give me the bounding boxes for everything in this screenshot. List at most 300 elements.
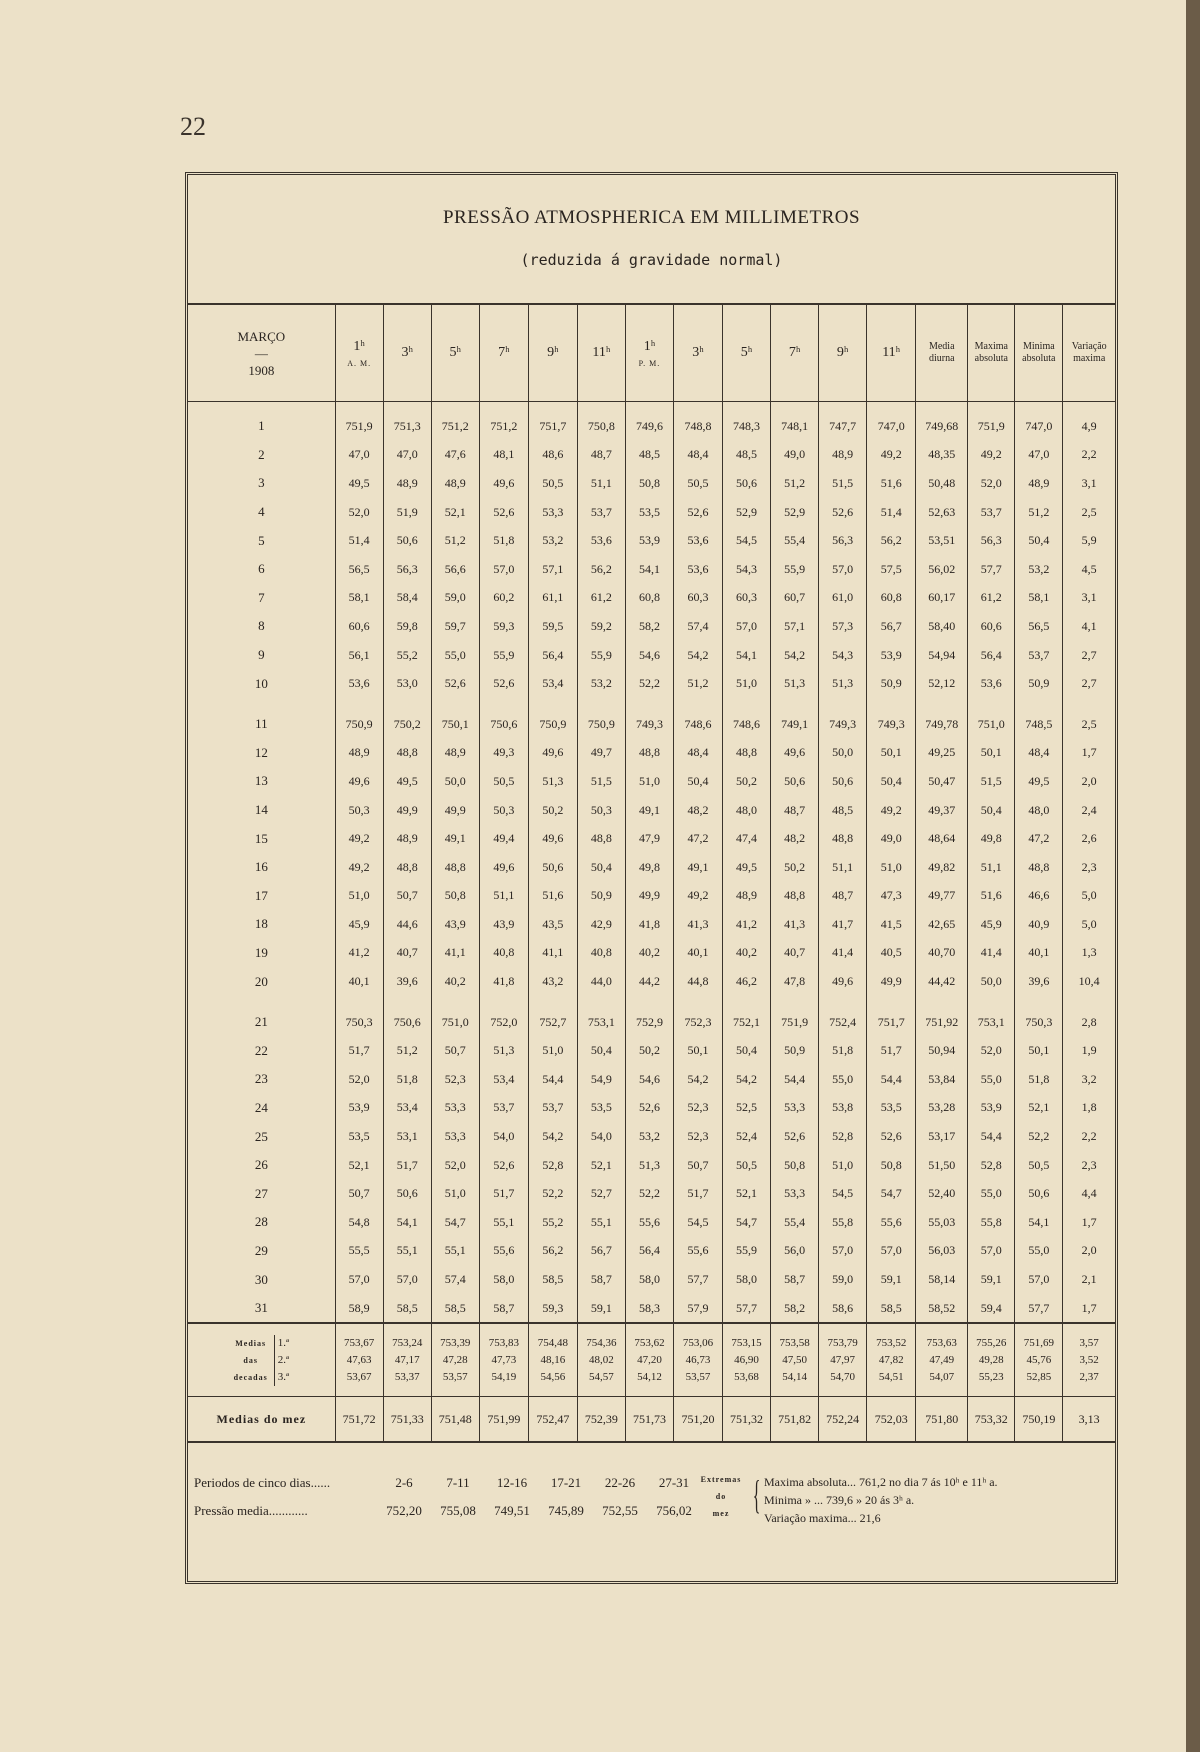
decade-means-label <box>188 1323 335 1397</box>
value-cell: 51,0 <box>528 1036 577 1065</box>
period-cell: 2-6 <box>395 1475 413 1490</box>
value-cell: 55,03 <box>916 1208 968 1237</box>
value-cell: 53,7 <box>528 1094 577 1123</box>
day-cell: 22 <box>254 1042 268 1058</box>
value-cell: 60,6 <box>335 612 383 641</box>
extremes-label: Extremas do mez <box>700 1475 742 1518</box>
value-cell: 51,6 <box>968 882 1015 911</box>
value-cell: 57,7 <box>968 555 1015 584</box>
value-cell: 59,1 <box>968 1265 1015 1294</box>
value-cell: 50,94 <box>916 1036 968 1065</box>
month-mean-cell: 752,24 <box>819 1397 867 1443</box>
value-cell: 48,5 <box>819 796 867 825</box>
value-cell: 41,4 <box>819 939 867 968</box>
pm-label: P. M. <box>638 358 661 368</box>
value-cell: 51,3 <box>528 767 577 796</box>
value-cell: 52,2 <box>625 669 673 698</box>
table-row <box>188 1294 1115 1324</box>
month-header <box>188 304 335 402</box>
value-cell: 48,8 <box>819 824 867 853</box>
table-row <box>188 669 1115 698</box>
day-cell: 11 <box>255 716 268 732</box>
value-cell: 749,68 <box>916 412 968 441</box>
value-cell: 5,0 <box>1063 882 1115 911</box>
spacer-cell <box>528 698 577 710</box>
spacer-cell <box>1015 402 1063 413</box>
value-cell: 751,0 <box>968 710 1015 739</box>
day-cell: 2 <box>258 446 265 462</box>
value-cell: 58,2 <box>625 612 673 641</box>
brace-icon: { <box>752 1472 761 1517</box>
value-cell: 59,7 <box>431 612 479 641</box>
hour-header: 1ʰ A. M. <box>335 304 383 402</box>
table-row <box>188 882 1115 911</box>
decade-mean-value: 47,17 <box>394 1353 420 1366</box>
decade-mean-value: 753,06 <box>682 1336 714 1349</box>
value-cell: 52,6 <box>479 1151 528 1180</box>
month-mean-cell: 751,82 <box>771 1397 819 1443</box>
value-cell: 53,4 <box>479 1065 528 1094</box>
spacer-cell <box>723 402 771 413</box>
value-cell: 750,3 <box>1015 1008 1063 1037</box>
value-cell: 750,9 <box>528 710 577 739</box>
value-cell: 51,3 <box>479 1036 528 1065</box>
value-cell: 52,40 <box>916 1179 968 1208</box>
value-cell: 48,4 <box>673 739 722 768</box>
decade-mean-value: 754,36 <box>586 1336 617 1349</box>
value-cell: 41,1 <box>431 939 479 968</box>
value-cell: 752,4 <box>819 1008 867 1037</box>
decade-mean-value: 48,02 <box>589 1353 614 1366</box>
hour-header: 3ʰ <box>383 304 431 402</box>
value-cell: 49,2 <box>335 853 383 882</box>
day-cell: 6 <box>258 561 265 577</box>
value-cell: 52,3 <box>673 1094 722 1123</box>
value-cell: 50,9 <box>1015 669 1063 698</box>
value-cell: 44,0 <box>577 967 625 996</box>
value-cell: 2,5 <box>1063 498 1115 527</box>
value-cell: 51,0 <box>335 882 383 911</box>
value-cell: 50,8 <box>867 1151 916 1180</box>
spacer-cell <box>383 698 431 710</box>
value-cell: 49,1 <box>625 796 673 825</box>
value-cell: 49,9 <box>431 796 479 825</box>
value-cell: 55,1 <box>479 1208 528 1237</box>
table-row <box>188 939 1115 968</box>
month-label: MARÇO <box>237 328 286 344</box>
value-cell: 43,2 <box>528 967 577 996</box>
value-cell: 1,3 <box>1063 939 1115 968</box>
table-row <box>188 526 1115 555</box>
value-cell: 49,8 <box>968 824 1015 853</box>
value-cell: 60,8 <box>625 584 673 613</box>
decade-mean-value: 53,37 <box>394 1370 420 1383</box>
value-cell: 59,2 <box>577 612 625 641</box>
value-cell: 5,0 <box>1063 910 1115 939</box>
value-cell: 61,2 <box>968 584 1015 613</box>
value-cell: 751,9 <box>771 1008 819 1037</box>
value-cell: 41,4 <box>968 939 1015 968</box>
pressure-table <box>188 303 1115 1443</box>
value-cell: 40,9 <box>1015 910 1063 939</box>
day-cell: 19 <box>254 944 268 960</box>
table-row <box>188 498 1115 527</box>
spacer-row <box>188 698 1115 710</box>
hour-header: 1ʰ P. M. <box>625 304 673 402</box>
value-cell: 748,3 <box>723 412 771 441</box>
am-label: A. M. <box>347 358 372 368</box>
pressure-row <box>194 1503 692 1519</box>
value-cell: 52,1 <box>431 498 479 527</box>
value-cell: 61,0 <box>819 584 867 613</box>
decade-mean-cell <box>335 1323 383 1397</box>
value-cell: 1,7 <box>1063 739 1115 768</box>
value-cell: 56,5 <box>1015 612 1063 641</box>
decade-mean-cell <box>577 1323 625 1397</box>
value-cell: 51,1 <box>577 469 625 498</box>
value-cell: 54,1 <box>1015 1208 1063 1237</box>
table-body <box>188 402 1115 1443</box>
month-mean-cell: 750,19 <box>1015 1397 1063 1443</box>
value-cell: 47,4 <box>723 824 771 853</box>
value-cell: 58,14 <box>916 1265 968 1294</box>
spacer-cell <box>916 698 968 710</box>
value-cell: 55,0 <box>819 1065 867 1094</box>
value-cell: 40,1 <box>673 939 722 968</box>
value-cell: 58,0 <box>625 1265 673 1294</box>
value-cell: 55,1 <box>431 1237 479 1266</box>
value-cell: 51,3 <box>819 669 867 698</box>
value-cell: 46,6 <box>1015 882 1063 911</box>
value-cell: 53,7 <box>479 1094 528 1123</box>
spacer-cell <box>916 402 968 413</box>
value-cell: 55,9 <box>771 555 819 584</box>
value-cell: 51,0 <box>723 669 771 698</box>
table-row <box>188 412 1115 441</box>
spacer-cell <box>819 996 867 1008</box>
value-cell: 58,1 <box>335 584 383 613</box>
header-row <box>188 304 1115 402</box>
value-cell: 748,6 <box>673 710 722 739</box>
value-cell: 58,0 <box>479 1265 528 1294</box>
month-mean-cell: 3,13 <box>1063 1397 1115 1443</box>
value-cell: 50,4 <box>723 1036 771 1065</box>
decade-mean-value: 54,12 <box>637 1370 662 1383</box>
decade-mean-cell <box>528 1323 577 1397</box>
decade-mean-value: 753,63 <box>926 1336 957 1349</box>
value-cell: 50,9 <box>771 1036 819 1065</box>
value-cell: 50,1 <box>968 739 1015 768</box>
value-cell: 2,2 <box>1063 441 1115 470</box>
value-cell: 4,4 <box>1063 1179 1115 1208</box>
value-cell: 48,8 <box>1015 853 1063 882</box>
value-cell: 48,8 <box>383 853 431 882</box>
spacer-cell <box>968 996 1015 1008</box>
value-cell: 52,8 <box>968 1151 1015 1180</box>
value-cell: 55,0 <box>968 1065 1015 1094</box>
value-cell: 58,5 <box>528 1265 577 1294</box>
value-cell: 47,2 <box>1015 824 1063 853</box>
value-cell: 56,1 <box>335 641 383 670</box>
table-row <box>188 1179 1115 1208</box>
value-cell: 52,0 <box>335 498 383 527</box>
value-cell: 52,6 <box>479 669 528 698</box>
value-cell: 54,1 <box>383 1208 431 1237</box>
value-cell: 49,77 <box>916 882 968 911</box>
value-cell: 51,1 <box>479 882 528 911</box>
value-cell: 54,4 <box>867 1065 916 1094</box>
value-cell: 748,6 <box>723 710 771 739</box>
value-cell: 50,7 <box>335 1179 383 1208</box>
media-header: Media diurna <box>916 304 968 402</box>
spacer-cell <box>723 996 771 1008</box>
value-cell: 54,1 <box>625 555 673 584</box>
value-cell: 53,3 <box>771 1094 819 1123</box>
spacer-cell <box>673 698 722 710</box>
value-cell: 48,64 <box>916 824 968 853</box>
month-mean-cell: 752,39 <box>577 1397 625 1443</box>
day-cell: 4 <box>258 504 265 520</box>
value-cell: 54,2 <box>528 1122 577 1151</box>
value-cell: 59,3 <box>479 612 528 641</box>
value-cell: 53,7 <box>1015 641 1063 670</box>
value-cell: 40,1 <box>335 967 383 996</box>
value-cell: 42,65 <box>916 910 968 939</box>
value-cell: 44,2 <box>625 967 673 996</box>
decade-mean-value: 47,73 <box>491 1353 517 1366</box>
value-cell: 57,9 <box>673 1294 722 1324</box>
value-cell: 58,9 <box>335 1294 383 1324</box>
decade-mean-cell <box>771 1323 819 1397</box>
value-cell: 747,7 <box>819 412 867 441</box>
value-cell: 53,3 <box>431 1094 479 1123</box>
value-cell: 52,2 <box>528 1179 577 1208</box>
value-cell: 52,4 <box>723 1122 771 1151</box>
value-cell: 57,0 <box>819 1237 867 1266</box>
value-cell: 51,0 <box>819 1151 867 1180</box>
value-cell: 5,9 <box>1063 526 1115 555</box>
value-cell: 58,5 <box>867 1294 916 1324</box>
value-cell: 55,5 <box>335 1237 383 1266</box>
value-cell: 48,2 <box>771 824 819 853</box>
value-cell: 52,5 <box>723 1094 771 1123</box>
value-cell: 48,9 <box>431 469 479 498</box>
value-cell: 2,1 <box>1063 1265 1115 1294</box>
decade-mean-value: 47,28 <box>442 1353 468 1366</box>
value-cell: 51,0 <box>431 1179 479 1208</box>
value-cell: 4,9 <box>1063 412 1115 441</box>
month-mean-cell: 751,20 <box>673 1397 722 1443</box>
table-title: PRESSÃO ATMOSPHERICA EM MILLIMETROS <box>442 207 861 228</box>
means-label-3: decadas <box>233 1372 268 1382</box>
value-cell: 41,2 <box>723 910 771 939</box>
value-cell: 48,8 <box>723 739 771 768</box>
table-row <box>188 641 1115 670</box>
decade-mean-cell <box>673 1323 722 1397</box>
day-cell: 1 <box>258 418 265 434</box>
value-cell: 53,2 <box>1015 555 1063 584</box>
value-cell: 54,6 <box>625 1065 673 1094</box>
spacer-cell <box>383 996 431 1008</box>
value-cell: 2,8 <box>1063 1008 1115 1037</box>
spacer-cell <box>819 698 867 710</box>
value-cell: 52,7 <box>577 1179 625 1208</box>
period-cell: 12-16 <box>496 1475 528 1490</box>
value-cell: 59,0 <box>431 584 479 613</box>
value-cell: 43,5 <box>528 910 577 939</box>
month-mean-cell: 753,32 <box>968 1397 1015 1443</box>
value-cell: 48,8 <box>383 739 431 768</box>
value-cell: 49,8 <box>625 853 673 882</box>
value-cell: 39,6 <box>1015 967 1063 996</box>
table-row <box>188 555 1115 584</box>
value-cell: 40,7 <box>383 939 431 968</box>
value-cell: 54,9 <box>577 1065 625 1094</box>
value-cell: 748,8 <box>673 412 722 441</box>
value-cell: 49,0 <box>771 441 819 470</box>
value-cell: 55,9 <box>479 641 528 670</box>
value-cell: 49,6 <box>819 967 867 996</box>
month-means-label: Medias do mez <box>188 1397 335 1443</box>
value-cell: 1,7 <box>1063 1208 1115 1237</box>
spacer-cell <box>431 996 479 1008</box>
value-cell: 50,9 <box>577 882 625 911</box>
value-cell: 54,2 <box>771 641 819 670</box>
value-cell: 56,7 <box>577 1237 625 1266</box>
value-cell: 53,3 <box>431 1122 479 1151</box>
decade-mean-value: 751,69 <box>1023 1336 1054 1349</box>
day-cell: 9 <box>258 647 265 663</box>
value-cell: 58,5 <box>383 1294 431 1324</box>
value-cell: 59,5 <box>528 612 577 641</box>
spacer-cell <box>723 698 771 710</box>
value-cell: 50,6 <box>771 767 819 796</box>
decade-mean-value: 753,83 <box>488 1336 519 1349</box>
value-cell: 48,9 <box>335 739 383 768</box>
value-cell: 53,6 <box>577 526 625 555</box>
value-cell: 49,6 <box>479 853 528 882</box>
value-cell: 57,0 <box>968 1237 1015 1266</box>
value-cell: 51,7 <box>867 1036 916 1065</box>
value-cell: 48,7 <box>771 796 819 825</box>
value-cell: 53,6 <box>673 526 722 555</box>
value-cell: 56,02 <box>916 555 968 584</box>
value-cell: 53,2 <box>528 526 577 555</box>
value-cell: 53,2 <box>625 1122 673 1151</box>
value-cell: 747,0 <box>1015 412 1063 441</box>
value-cell: 48,6 <box>528 441 577 470</box>
value-cell: 46,2 <box>723 967 771 996</box>
spacer-cell <box>673 996 722 1008</box>
value-cell: 47,0 <box>1015 441 1063 470</box>
value-cell: 57,0 <box>819 555 867 584</box>
value-cell: 53,6 <box>335 669 383 698</box>
spacer-cell <box>577 402 625 413</box>
value-cell: 52,1 <box>335 1151 383 1180</box>
value-cell: 52,12 <box>916 669 968 698</box>
value-cell: 59,1 <box>577 1294 625 1324</box>
value-cell: 752,3 <box>673 1008 722 1037</box>
day-cell: 15 <box>254 830 268 846</box>
decade-mean-cell <box>867 1323 916 1397</box>
value-cell: 56,4 <box>528 641 577 670</box>
decade-mean-value: 3,57 <box>1079 1336 1099 1349</box>
value-cell: 748,5 <box>1015 710 1063 739</box>
value-cell: 50,7 <box>383 882 431 911</box>
decade-mean-value: 45,76 <box>1026 1353 1052 1366</box>
value-cell: 41,1 <box>528 939 577 968</box>
decade-mean-value: 754,48 <box>537 1336 568 1349</box>
value-cell: 49,5 <box>1015 767 1063 796</box>
decade-mean-cell <box>723 1323 771 1397</box>
value-cell: 58,4 <box>383 584 431 613</box>
value-cell: 50,1 <box>867 739 916 768</box>
value-cell: 751,7 <box>867 1008 916 1037</box>
decade-mean-value: 54,57 <box>589 1370 614 1383</box>
table-subtitle: (reduzida á gravidade normal) <box>520 251 783 269</box>
decade-mean-value: 753,39 <box>440 1336 471 1349</box>
month-mean-cell: 752,03 <box>867 1397 916 1443</box>
value-cell: 52,6 <box>867 1122 916 1151</box>
decade-mean-value: 755,26 <box>976 1336 1007 1349</box>
means-label-1: Medias <box>235 1338 267 1348</box>
decade-mean-value: 47,49 <box>929 1353 955 1366</box>
decade-mean-value: 47,50 <box>782 1353 807 1366</box>
value-cell: 48,8 <box>577 824 625 853</box>
value-cell: 4,5 <box>1063 555 1115 584</box>
value-cell: 40,8 <box>479 939 528 968</box>
value-cell: 50,4 <box>577 1036 625 1065</box>
value-cell: 54,8 <box>335 1208 383 1237</box>
value-cell: 58,2 <box>771 1294 819 1324</box>
value-cell: 41,3 <box>771 910 819 939</box>
table-row <box>188 1122 1115 1151</box>
extreme-var: Variação maxima... 21,6 <box>764 1511 881 1525</box>
value-cell: 50,2 <box>723 767 771 796</box>
value-cell: 55,4 <box>771 526 819 555</box>
decade-mean-value: 753,52 <box>876 1336 907 1349</box>
value-cell: 51,5 <box>968 767 1015 796</box>
value-cell: 2,6 <box>1063 824 1115 853</box>
value-cell: 54,6 <box>625 641 673 670</box>
value-cell: 52,0 <box>335 1065 383 1094</box>
value-cell: 43,9 <box>479 910 528 939</box>
value-cell: 50,6 <box>819 767 867 796</box>
value-cell: 58,52 <box>916 1294 968 1324</box>
value-cell: 53,5 <box>577 1094 625 1123</box>
periods-row <box>194 1475 690 1491</box>
pressure-table-wrapper <box>188 303 1115 1443</box>
value-cell: 50,9 <box>867 669 916 698</box>
value-cell: 52,6 <box>479 498 528 527</box>
spacer-cell <box>625 996 673 1008</box>
value-cell: 51,7 <box>383 1151 431 1180</box>
value-cell: 54,4 <box>528 1065 577 1094</box>
value-cell: 752,0 <box>479 1008 528 1037</box>
value-cell: 54,7 <box>723 1208 771 1237</box>
value-cell: 41,8 <box>479 967 528 996</box>
period-cell: 27-31 <box>658 1475 690 1490</box>
table-row <box>188 584 1115 613</box>
value-cell: 50,4 <box>1015 526 1063 555</box>
hour-header: 5ʰ <box>431 304 479 402</box>
value-cell: 50,2 <box>528 796 577 825</box>
value-cell: 56,2 <box>867 526 916 555</box>
decade-mean-value: 47,82 <box>878 1353 904 1366</box>
day-cell: 10 <box>254 675 268 691</box>
value-cell: 48,9 <box>1015 469 1063 498</box>
value-cell: 49,2 <box>673 882 722 911</box>
